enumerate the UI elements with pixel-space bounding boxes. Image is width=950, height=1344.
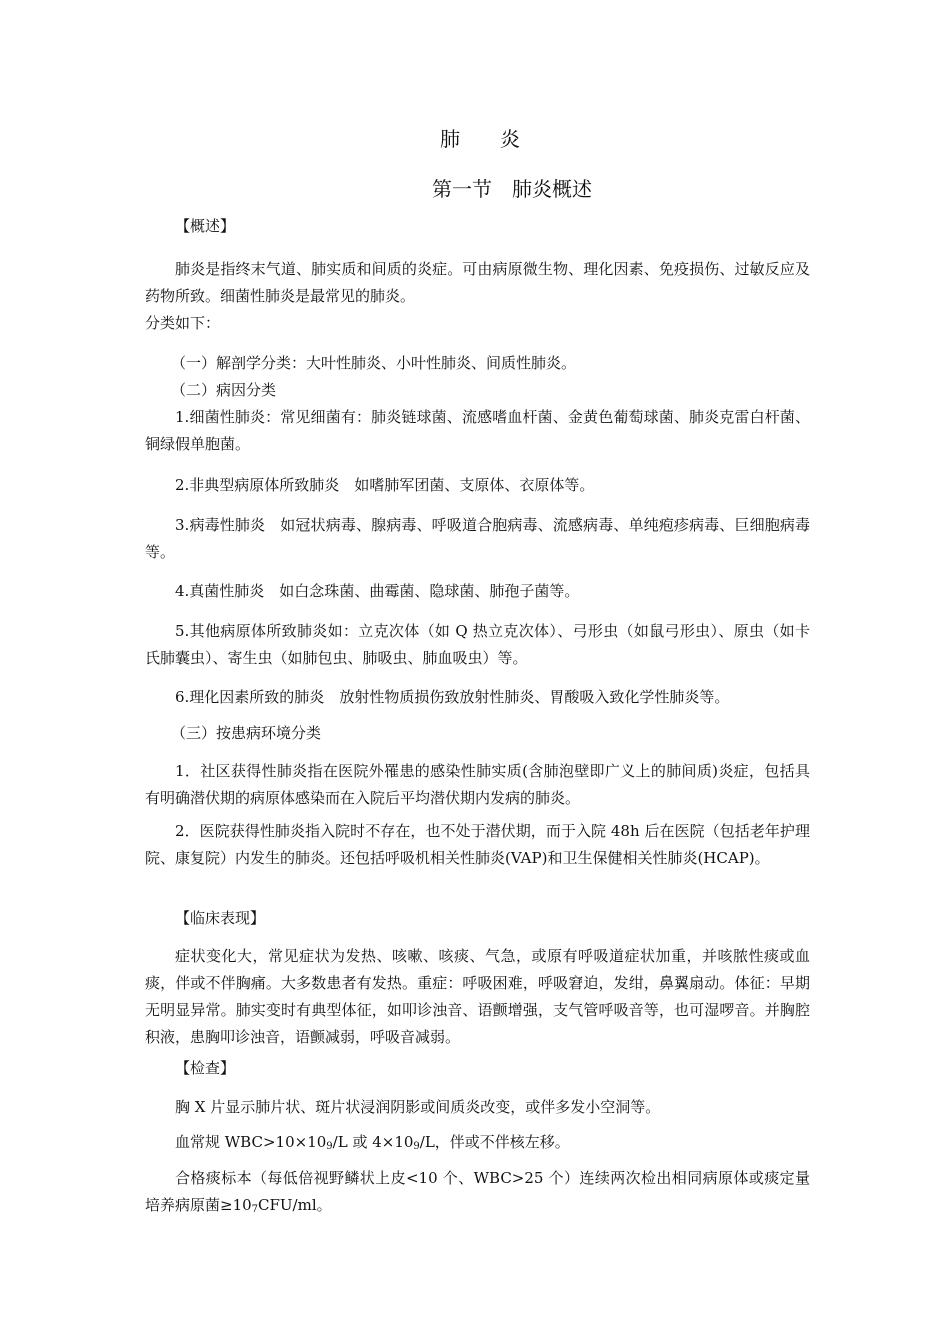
exam-item-chest-xray: 胸 X 片显示肺片状、斑片状浸润阴影或间质炎改变，或伴多发小空洞等。 (175, 1098, 661, 1116)
exam-sputum-sub: 7 (251, 1204, 259, 1215)
classification-environment: （三）按患病环境分类 (171, 724, 322, 742)
section-title: 第一节 肺炎概述 (432, 177, 592, 201)
paragraph-overview: 肺炎是指终末气道、肺实质和间质的炎症。可由病原微生物、理化因素、免疫损伤、过敏反应及药物所致。细菌性肺炎是最常见的肺炎。 (145, 260, 810, 305)
etiology-item-2: 2.非典型病原体所致肺炎 如嗜肺军团菌、支原体、衣原体等。 (175, 476, 595, 494)
exam-blood-sub-1: 9 (326, 1141, 333, 1152)
paragraph-clinical: 症状变化大，常见症状为发热、咳嗽、咳痰、气急，或原有呼吸道症状加重，并咳脓性痰或血痰，伴或不伴胸痛。大多数患者有发热。重症：呼吸困难，呼吸窘迫，发绀，鼻翼扇动。体征：早期无明显异常。肺实变时有典型体征，如叩诊浊音、语颤增强，支气管呼吸音等，也可湿啰音。并胸腔积液，患胸叩诊浊音，语颤减弱，呼吸音减弱。 (145, 947, 810, 1046)
environment-item-1: 1．社区获得性肺炎指在医院外罹患的感染性肺实质(含肺泡壁即广义上的肺间质)炎症，包括具有明确潜伏期的病原体感染而在入院后平均潜伏期内发病的肺炎。 (145, 762, 810, 807)
environment-item-2: 2．医院获得性肺炎指入院时不存在，也不处于潜伏期，而于入院 48h 后在医院（包括老年护理院、康复院）内发生的肺炎。还包括呼吸机相关性肺炎(VAP)和卫生保健相关性肺炎(HCAP)。 (145, 822, 810, 867)
etiology-item-3: 3.病毒性肺炎 如冠状病毒、腺病毒、呼吸道合胞病毒、流感病毒、单纯疱疹病毒、巨细胞病毒等。 (145, 516, 810, 561)
exam-blood-text-b: /L 或 4×10 (332, 1133, 414, 1151)
paragraph-classify: 分类如下： (145, 314, 221, 332)
heading-exam: 【检查】 (175, 1059, 236, 1077)
exam-sputum-text-a: 合格痰标本（每低倍视野鳞状上皮<10 个、WBC>25 个）连续两次检出相同病原体或痰定量培养病原菌≥10 (145, 1169, 810, 1214)
heading-overview: 【概述】 (175, 217, 236, 235)
classification-etiology: （二）病因分类 (171, 381, 277, 399)
exam-item-sputum (145, 1165, 810, 1223)
exam-blood-text-c: /L，伴或不伴核左移。 (419, 1133, 570, 1151)
exam-item-blood-routine (145, 1129, 810, 1160)
heading-clinical: 【临床表现】 (175, 909, 266, 927)
exam-blood-text-a: 血常规 WBC>10×10 (175, 1133, 327, 1151)
exam-blood-sub-2: 9 (413, 1141, 420, 1152)
etiology-item-1: 1.细菌性肺炎：常见细菌有：肺炎链球菌、流感嗜血杆菌、金黄色葡萄球菌、肺炎克雷白杆菌、铜绿假单胞菌。 (145, 408, 810, 453)
etiology-item-4: 4.真菌性肺炎 如白念珠菌、曲霉菌、隐球菌、肺孢子菌等。 (175, 582, 580, 600)
etiology-item-5: 5.其他病原体所致肺炎如：立克次体（如 Q 热立克次体）、弓形虫（如鼠弓形虫）、原虫（如卡氏肺囊虫）、寄生虫（如肺包虫、肺吸虫、肺血吸虫）等。 (145, 622, 810, 667)
etiology-item-6: 6.理化因素所致的肺炎 放射性物质损伤致放射性肺炎、胃酸吸入致化学性肺炎等。 (175, 688, 730, 706)
exam-sputum-text-b: CFU/ml。 (258, 1196, 332, 1214)
classification-anatomical: （一）解剖学分类：大叶性肺炎、小叶性肺炎、间质性肺炎。 (171, 354, 577, 372)
document-title: 肺 炎 (440, 127, 520, 151)
